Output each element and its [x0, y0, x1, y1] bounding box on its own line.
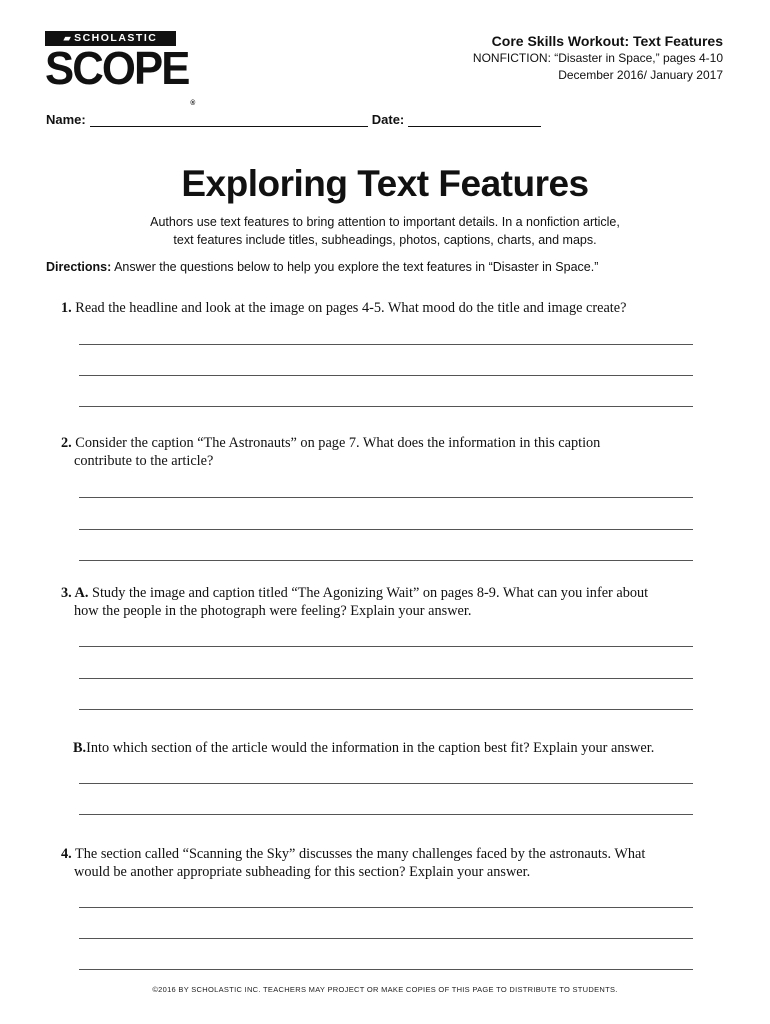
question-text: Study the image and caption titled “The Agonizing Wait” on pages 8-9. What can you infer about [88, 585, 649, 601]
intro-text [90, 213, 680, 249]
question-text-continued: would be another appropriate subheading for this section? Explain your answer. [74, 864, 531, 880]
question-number: 2. [61, 435, 72, 451]
answer-line[interactable] [79, 678, 693, 679]
scholastic-scope-logo [45, 31, 196, 107]
answer-line[interactable] [79, 375, 693, 376]
question-3b [73, 739, 713, 757]
answer-line[interactable] [79, 907, 693, 908]
answer-line[interactable] [79, 529, 693, 530]
answer-line[interactable] [79, 646, 693, 647]
question-2 [61, 434, 701, 470]
question-number: B. [73, 740, 87, 756]
book-icon: ▰ [63, 33, 73, 43]
answer-line[interactable] [79, 344, 693, 345]
directions [46, 258, 598, 276]
answer-line[interactable] [79, 783, 693, 784]
article-source: NONFICTION: “Disaster in Space,” pages 4-10 [472, 51, 723, 65]
question-1 [61, 299, 701, 317]
header-info [473, 32, 723, 84]
answer-line[interactable] [79, 969, 693, 970]
question-4 [61, 845, 701, 881]
answer-line[interactable] [79, 709, 693, 710]
question-text: Read the headline and look at the image on pages 4-5. What mood do the title and image create? [71, 300, 627, 316]
name-field[interactable] [90, 114, 368, 127]
directions-label: Directions: [46, 260, 112, 274]
copyright-footer: ©2016 BY SCHOLASTIC INC. TEACHERS MAY PROJECT OR MAKE COPIES OF THIS PAGE TO DISTRIBUTE TO STUDENTS. [152, 985, 618, 994]
name-date-row [46, 112, 545, 127]
intro-line: Authors use text features to bring attention to important details. In a nonfiction article, [150, 215, 620, 229]
page-title: Exploring Text Features [181, 163, 589, 204]
issue-date: December 2016/ January 2017 [558, 68, 723, 82]
logo-top-text: SCHOLASTIC [74, 32, 158, 44]
question-number: 3. A. [61, 585, 89, 601]
answer-line[interactable] [79, 814, 693, 815]
answer-line[interactable] [79, 938, 693, 939]
question-text-continued: contribute to the article? [74, 453, 214, 469]
date-field[interactable] [408, 114, 541, 127]
question-number: 1. [61, 300, 72, 316]
answer-line[interactable] [79, 560, 693, 561]
question-text: Consider the caption “The Astronauts” on page 7. What does the information in this caption [71, 435, 601, 451]
worksheet-series-title: Core Skills Workout: Text Features [491, 33, 723, 49]
registered-icon: ® [190, 100, 196, 107]
directions-text: Answer the questions below to help you explore the text features in “Disaster in Space.” [111, 260, 599, 274]
question-3a [61, 584, 701, 620]
question-text: Into which section of the article would the information in the caption best fit? Explain your answer. [86, 740, 655, 756]
question-text-continued: how the people in the photograph were feeling? Explain your answer. [74, 603, 472, 619]
name-label: Name: [46, 112, 86, 127]
question-number: 4. [61, 846, 72, 862]
logo-main-text: SCOPE® [45, 42, 196, 107]
question-text: The section called “Scanning the Sky” discusses the many challenges faced by the astronauts. What [71, 846, 646, 862]
answer-line[interactable] [79, 497, 693, 498]
intro-line: text features include titles, subheadings, photos, captions, charts, and maps. [173, 233, 597, 247]
date-label: Date: [371, 112, 405, 127]
answer-line[interactable] [79, 406, 693, 407]
